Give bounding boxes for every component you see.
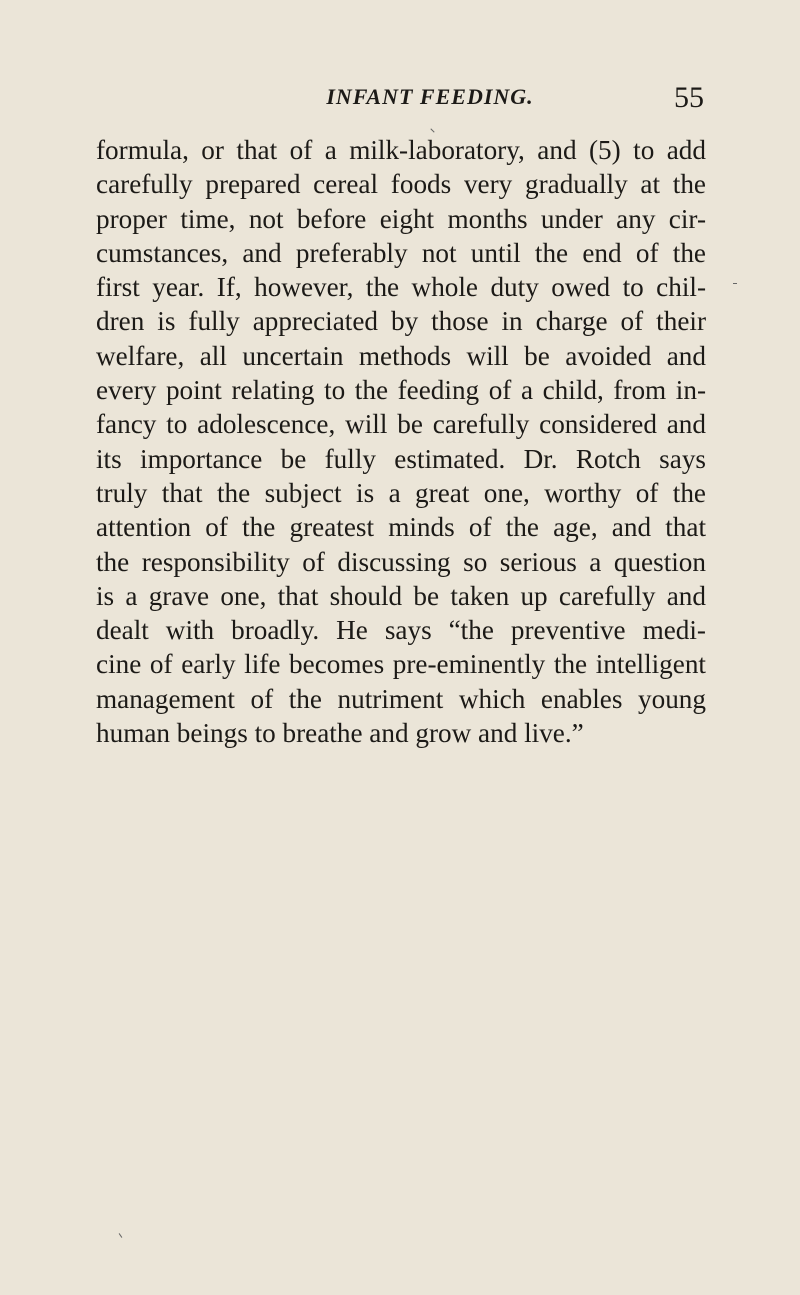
text-line: every point relating to the feeding of a child, from in- (96, 375, 706, 406)
text-line: its importance be fully estimated. Dr. Rotch says (96, 443, 706, 474)
running-title: INFANT FEEDING. (326, 84, 534, 109)
text-line: formula, or that of a milk-laboratory, and (5) to add (96, 135, 706, 165)
text-line: cumstances, and preferably not until the end of the (96, 237, 706, 268)
text-line: dealt with broadly. He says “the preventive medi- (96, 615, 706, 646)
page-number: 55 (674, 81, 704, 114)
text-line: is a grave one, that should be taken up carefully and (96, 580, 706, 611)
text-line: human beings to breathe and grow and live.” (96, 718, 584, 749)
text-line: dren is fully appreciated by those in charge of their (96, 306, 706, 337)
text-line: management of the nutriment which enables young (96, 683, 706, 714)
text-line: carefully prepared cereal foods very gradually at the (96, 169, 706, 200)
print-speck (430, 128, 434, 132)
body-paragraph (96, 133, 706, 750)
text-line: proper time, not before eight months under any cir- (96, 203, 706, 234)
running-head (96, 81, 704, 120)
text-line: fancy to adolescence, will be carefully considered and (96, 409, 706, 440)
text-line: the responsibility of discussing so serious a question (96, 546, 706, 577)
print-speck (733, 283, 737, 284)
text-line: attention of the greatest minds of the age, and that (96, 512, 706, 543)
text-line: welfare, all uncertain methods will be avoided and (96, 340, 706, 371)
text-line: first year. If, however, the whole duty owed to chil- (96, 272, 706, 303)
text-line: truly that the subject is a great one, worthy of the (96, 477, 706, 508)
print-speck (119, 1233, 123, 1238)
text-line: cine of early life becomes pre-eminently the intelligent (96, 649, 706, 680)
